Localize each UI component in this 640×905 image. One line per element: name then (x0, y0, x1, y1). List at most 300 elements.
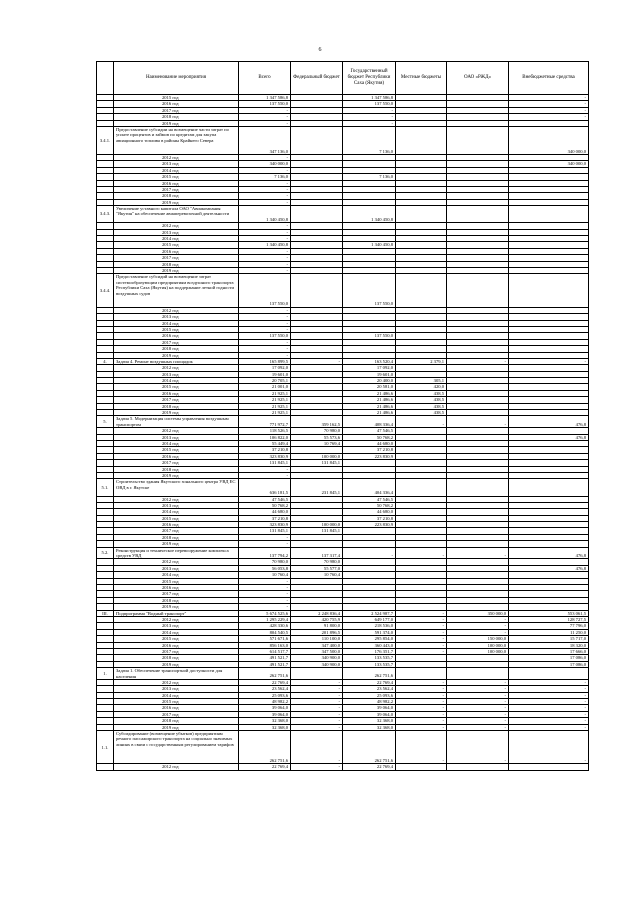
item-row-total-col: 347 136,0 (239, 127, 291, 155)
year-row-federal-col: 70 980,0 (291, 428, 343, 434)
item-row-offbudget-col: 553 061,5 (509, 611, 589, 617)
year-row-federal-col: 10 760,4 (291, 572, 343, 578)
year-row-local-col: 420,0 (396, 384, 447, 390)
year-row-total-col: 428 330,6 (239, 623, 291, 629)
item-row-local-col (396, 127, 447, 155)
year-row-total-col: 21 925,1 (239, 397, 291, 403)
item-row-offbudget-col: 340 000,0 (509, 127, 589, 155)
year-row-name-col: 2018 год (114, 598, 239, 604)
year-row-name-col: 2015 год (114, 174, 239, 180)
item-row-name-col: Строительство здания Якутского зонального центра УВД ЕС ОВД в г. Якутске (114, 479, 239, 496)
year-row-total-col: 804 540,5 (239, 630, 291, 636)
year-row-total-col: - (239, 262, 291, 268)
year-row-local-col: 438,5 (396, 397, 447, 403)
year-row-offbudget-col: 77 796,0 (509, 623, 589, 629)
year-row-rzd-col: - (447, 680, 509, 686)
year-row-name-col: 2012 год (114, 764, 239, 770)
item-row-num-col: 5.2. (97, 548, 114, 560)
year-row-rzd-col: - (447, 699, 509, 705)
year-row-total-col: 55 449,4 (239, 441, 291, 447)
year-row-republic-col: 20 400,0 (343, 378, 396, 384)
item-row-rzd-col: - (447, 416, 509, 428)
year-row-total-col: - (239, 268, 291, 274)
header-republic-col: Государственный бюджет Республики Саха (Якутия) (343, 62, 396, 95)
year-row-total-col: - (239, 108, 291, 114)
year-row-offbudget-col: - (509, 705, 589, 711)
item-row-total-col: 137 794,2 (239, 548, 291, 560)
year-row-total-col: 7 136,0 (239, 174, 291, 180)
item-row-offbudget-col (509, 479, 589, 496)
year-row-name-col: 2015 год (114, 242, 239, 248)
year-row-total-col: - (239, 604, 291, 610)
year-row-local-col: - (396, 699, 447, 705)
year-row-federal-col: 55 577,0 (291, 566, 343, 572)
year-row-total-col: 47 546,5 (239, 497, 291, 503)
year-row-name-col: 2016 год (114, 101, 239, 107)
item-row-name-col: Предоставление субсидий на возмещение затрат системообразующим предприятиям воздушного транспорта Республики Саха (Якутия) на поддержание летной годности воздушных судов (114, 274, 239, 307)
item-row-local-col: - (396, 611, 447, 617)
year-row-republic-col: 50 768,2 (343, 503, 396, 509)
item-row-total-col: 262 751,6 (239, 668, 291, 680)
year-row-rzd-col: 100 000,0 (447, 649, 509, 655)
year-row-total-col: - (239, 473, 291, 479)
year-row-total-col: 19 601,0 (239, 372, 291, 378)
year-row-local-col: - (396, 636, 447, 642)
year-row-total-col: 10 760,4 (239, 572, 291, 578)
year-row-federal-col: 100 000,0 (291, 454, 343, 460)
year-row-rzd-col: - (447, 617, 509, 623)
year-row-total-col: 22 769,4 (239, 680, 291, 686)
item-row-num-col: 4. (97, 359, 114, 365)
year-row-offbudget-col (509, 764, 589, 770)
year-row-federal-col: 347 400,0 (291, 643, 343, 649)
year-row-republic-col: 223 830,9 (343, 454, 396, 460)
year-row-local-col: - (396, 643, 447, 649)
year-row-name-col: 2016 год (114, 705, 239, 711)
year-row-local-col: 438,5 (396, 410, 447, 416)
item-row-num-col: 3.4.4. (97, 274, 114, 307)
year-row-total-col: - (239, 585, 291, 591)
year-row-total-col: 137 550,0 (239, 101, 291, 107)
item-row-offbudget-col (509, 668, 589, 680)
year-row-name-col: 2018 год (114, 114, 239, 120)
year-row-republic-col: 17 092,0 (343, 365, 396, 371)
year-row-republic-col: 20 581,0 (343, 384, 396, 390)
year-row-offbudget-col: - (509, 712, 589, 718)
year-row-offbudget-col: - (509, 108, 589, 114)
year-row-offbudget-col: - (509, 114, 589, 120)
item-row-total-col: 636 181,5 (239, 479, 291, 496)
year-row-total-col: 17 092,0 (239, 365, 291, 371)
year-row-name-col: 2018 год (114, 535, 239, 541)
program-table (96, 61, 589, 771)
year-row-rzd-col: - (447, 712, 509, 718)
year-row-total-col: - (239, 467, 291, 473)
year-row-name-col: 2017 год (114, 340, 239, 346)
item-row-republic-col: 408 336,4 (343, 416, 396, 428)
year-row-name-col: 2012 год (114, 617, 239, 623)
year-row-name-col: 2016 год (114, 643, 239, 649)
year-row-total-col: 1 347 586,8 (239, 95, 291, 101)
year-row-local-col: - (396, 712, 447, 718)
item-row-num-col: 1. (97, 668, 114, 680)
year-row-name-col: 2017 год (114, 255, 239, 261)
year-row-total-col: 131 845,1 (239, 528, 291, 534)
year-row-offbudget-col: 476,8 (509, 435, 589, 441)
item-row-federal-col (291, 127, 343, 155)
year-row-rzd-col: - (447, 686, 509, 692)
year-row-name-col: 2018 год (114, 467, 239, 473)
item-row-name-col: Субсидирование (возмещение убытков) предприятиям речного пассажирского транспорта на социально значимых линиях в связи с государственным регулированием тарифов (114, 731, 239, 764)
item-row-offbudget-col: 476,8 (509, 548, 589, 560)
year-row-total-col: - (239, 535, 291, 541)
item-row-offbudget-col: - (509, 359, 589, 365)
year-row-total-col: 1 295 229,4 (239, 617, 291, 623)
year-row-name-col: 2018 год (114, 262, 239, 268)
year-row-total-col: - (239, 591, 291, 597)
year-row-republic-col: 591 374,0 (343, 630, 396, 636)
year-row-name-col: 2017 год (114, 187, 239, 193)
page-number: 6 (318, 47, 322, 53)
year-row-republic-col: 23 562,4 (343, 686, 396, 692)
year-row-rzd-col: 100 000,0 (447, 643, 509, 649)
year-row-offbudget-col: 17 666,0 (509, 649, 589, 655)
year-row-name-col: 2019 год (114, 662, 239, 668)
year-row-federal-col: - (291, 764, 343, 770)
year-row-total-col: 491 521,7 (239, 662, 291, 668)
year-row-name-col: 2013 год (114, 566, 239, 572)
year-row-total-col: - (239, 255, 291, 261)
year-row-federal-col: - (291, 705, 343, 711)
year-row-republic-col: 48 982,2 (343, 699, 396, 705)
header-federal-col: Федеральный бюджет (291, 62, 343, 95)
year-row-total-col: - (239, 314, 291, 320)
item-row-name-col: Реконструкция и техническое перевооружение комплекса средств УВД (114, 548, 239, 560)
item-row-republic-col: 137 550,0 (343, 274, 396, 307)
year-row-total-col: 323 830,9 (239, 522, 291, 528)
year-row-name-col: 2015 год (114, 699, 239, 705)
year-row-name-col: 2013 год (114, 230, 239, 236)
year-row-republic-col: 1 340 450,8 (343, 242, 396, 248)
year-row-offbudget-col: 340 000,0 (509, 161, 589, 167)
year-row-name-col: 2013 год (114, 314, 239, 320)
year-row-name-col: 2013 год (114, 503, 239, 509)
year-row-total-col: 340 000,0 (239, 161, 291, 167)
item-row-total-col: 5 674 525,6 (239, 611, 291, 617)
year-row-local-col: - (396, 705, 447, 711)
year-row-name-col: 2012 год (114, 680, 239, 686)
year-row-total-col: - (239, 579, 291, 585)
header-num-col (97, 62, 114, 95)
item-row-offbudget-col (509, 206, 589, 223)
item-row-num-col: 3.4.1. (97, 127, 114, 155)
year-row-total-col: - (239, 598, 291, 604)
year-row-republic-col: 47 546,5 (343, 497, 396, 503)
year-row-name-col: 2015 год (114, 579, 239, 585)
year-row-total-col: - (239, 181, 291, 187)
item-row-offbudget-col: - (509, 731, 589, 764)
year-row-offbudget-col: - (509, 699, 589, 705)
year-row-name-col: 2018 год (114, 655, 239, 661)
year-row-name-col: 2019 год (114, 604, 239, 610)
year-row-local-col: - (396, 649, 447, 655)
year-row-republic-col: 360 443,0 (343, 643, 396, 649)
year-row-total-col: 44 680,0 (239, 509, 291, 515)
year-row-local-col: 438,5 (396, 404, 447, 410)
year-row-total-col: 131 845,1 (239, 460, 291, 466)
item-row-local-col: 2 379,1 (396, 359, 447, 365)
item-row-local-col: - (396, 548, 447, 560)
year-row-republic-col: 21 486,6 (343, 397, 396, 403)
item-row-num-col: 5. (97, 416, 114, 428)
year-row-total-col: 571 671,6 (239, 636, 291, 642)
item-row-offbudget-col (509, 274, 589, 307)
year-row-name-col: 2019 год (114, 725, 239, 731)
year-row-total-col: - (239, 155, 291, 161)
year-row-total-col: - (239, 236, 291, 242)
year-row-name-col: 2016 год (114, 181, 239, 187)
item-row-federal-col: - (291, 359, 343, 365)
year-row-federal-col: - (291, 686, 343, 692)
year-row-name-col: 2014 год (114, 378, 239, 384)
year-row-republic-col: 39 064,0 (343, 705, 396, 711)
year-row-offbudget-col: 15 717,0 (509, 636, 589, 642)
year-row-total-col: 22 769,4 (239, 764, 291, 770)
year-row-total-col: - (239, 340, 291, 346)
year-row-total-col: 21 925,1 (239, 404, 291, 410)
year-row-name-col: 2012 год (114, 308, 239, 314)
item-row-rzd-col: 350 000,0 (447, 611, 509, 617)
item-row-local-col: - (396, 731, 447, 764)
year-row-federal-col: 91 800,0 (291, 623, 343, 629)
item-row-num-col: 5.1. (97, 479, 114, 496)
item-row-local-col (396, 274, 447, 307)
year-row-name-col: 2017 год (114, 649, 239, 655)
year-row-republic-col: 218 536,0 (343, 623, 396, 629)
year-row-total-col: 70 980,0 (239, 559, 291, 565)
item-row-rzd-col: - (447, 731, 509, 764)
year-row-total-col: 25 093,6 (239, 693, 291, 699)
header-total-col: Всего (239, 62, 291, 95)
year-row-name-col: 2013 год (114, 623, 239, 629)
year-row-name-col: 2017 год (114, 108, 239, 114)
year-row-name-col: 2012 год (114, 428, 239, 434)
item-row-republic-col: 1 340 450,8 (343, 206, 396, 223)
year-row-total-col: 37 210,8 (239, 447, 291, 453)
item-row-total-col: 165 899,5 (239, 359, 291, 365)
year-row-local-col (396, 764, 447, 770)
year-row-total-col: - (239, 230, 291, 236)
year-row-total-col: 20 705,1 (239, 378, 291, 384)
year-row-republic-col: - (343, 108, 396, 114)
year-row-local-col: 305,1 (396, 378, 447, 384)
year-row-total-col: 21 925,1 (239, 391, 291, 397)
year-row-republic-col: 37 210,8 (343, 447, 396, 453)
year-row-name-col: 2019 год (114, 268, 239, 274)
item-row-total-col: 137 550,0 (239, 274, 291, 307)
item-row-local-col: - (396, 416, 447, 428)
item-row-republic-col: 163 520,4 (343, 359, 396, 365)
year-row-total-col: 56 053,8 (239, 566, 291, 572)
item-row-federal-col: 359 162,5 (291, 416, 343, 428)
year-row-offbudget-col: 17 086,0 (509, 662, 589, 668)
year-row-offbudget-col: 18 320,0 (509, 643, 589, 649)
year-row-name-col: 2018 год (114, 346, 239, 352)
item-row-federal-col: 2 248 836,4 (291, 611, 343, 617)
year-row-federal-col: 10 769,4 (291, 441, 343, 447)
year-row-name-col: 2019 год (114, 473, 239, 479)
year-row-local-col: - (396, 623, 447, 629)
year-row-offbudget-col: 476,8 (509, 566, 589, 572)
year-row-total-col: - (239, 541, 291, 547)
year-row-name-col: 2013 год (114, 686, 239, 692)
year-row-total-col: 37 210,8 (239, 516, 291, 522)
item-row-republic-col: 2 524 987,7 (343, 611, 396, 617)
year-row-republic-col: 1 347 586,8 (343, 95, 396, 101)
item-row-republic-col: 404 336,4 (343, 479, 396, 496)
year-row-republic-col: 44 680,0 (343, 441, 396, 447)
year-row-local-col: 438,5 (396, 391, 447, 397)
year-row-federal-col: - (291, 712, 343, 718)
item-row-rzd-col (447, 668, 509, 680)
year-row-local-col: - (396, 718, 447, 724)
year-row-rzd-col: - (447, 705, 509, 711)
item-row-rzd-col: - (447, 359, 509, 365)
year-row-total-col: 106 822,0 (239, 435, 291, 441)
item-row-republic-col: 262 751,6 (343, 731, 396, 764)
year-row-name-col: 2016 год (114, 522, 239, 528)
year-row-federal-col: 131 845,1 (291, 528, 343, 534)
year-row-name-col: 2019 год (114, 121, 239, 127)
year-row-total-col: 856 163,0 (239, 643, 291, 649)
year-row-name-col: 2018 год (114, 193, 239, 199)
year-row-republic-col: 25 093,6 (343, 693, 396, 699)
year-row-republic-col: 50 768,2 (343, 435, 396, 441)
year-row-total-col: 21 925,1 (239, 410, 291, 416)
year-row-name-col: 2014 год (114, 168, 239, 174)
year-row-offbudget-col: - (509, 101, 589, 107)
year-row-total-col: 23 562,4 (239, 686, 291, 692)
item-row-total-col: 771 972,7 (239, 416, 291, 428)
year-row-total-col: - (239, 187, 291, 193)
item-row-federal-col: 231 845,1 (291, 479, 343, 496)
year-row-name-col: 2014 год (114, 236, 239, 242)
year-row-federal-col: 110 100,0 (291, 636, 343, 642)
year-row-name-col: 2012 год (114, 155, 239, 161)
year-row-name-col: 2017 год (114, 712, 239, 718)
year-row-name-col: 2017 год (114, 528, 239, 534)
year-row-republic-col: 133 535,7 (343, 662, 396, 668)
year-row-republic-col: 22 769,4 (343, 764, 396, 770)
item-row-local-col (396, 668, 447, 680)
year-row-total-col: - (239, 114, 291, 120)
year-row-rzd-col (447, 764, 509, 770)
item-row-name-col: Задача 5. Модернизация системы управления воздушным транспортом (114, 416, 239, 428)
year-row-total-col: 614 517,7 (239, 649, 291, 655)
item-row-federal-col (291, 668, 343, 680)
item-row-federal-col: 137 317,4 (291, 548, 343, 560)
item-row-local-col (396, 206, 447, 223)
item-row-republic-col: 7 136,0 (343, 127, 396, 155)
year-row-total-col: 118 526,5 (239, 428, 291, 434)
year-row-republic-col: 133 535,7 (343, 655, 396, 661)
year-row-offbudget-col: - (509, 680, 589, 686)
year-row-name-col: 2015 год (114, 384, 239, 390)
year-row-total-col: 39 064,0 (239, 705, 291, 711)
year-row-offbudget-col: 128 727,5 (509, 617, 589, 623)
year-row-name-col: 2012 год (114, 223, 239, 229)
year-row-local-col: - (396, 630, 447, 636)
year-row-federal-col: - (291, 680, 343, 686)
year-row-total-col: 21 001,0 (239, 384, 291, 390)
header-offbudget-col: Внебюджетные средства (509, 62, 589, 95)
year-row-local-col: - (396, 617, 447, 623)
year-row-republic-col: 32 368,0 (343, 725, 396, 731)
year-row-rzd-col: - (447, 725, 509, 731)
year-row-federal-col: - (291, 718, 343, 724)
item-row-name-col: Подпрограмма "Водный транспорт" (114, 611, 239, 617)
year-row-name-col: 2019 год (114, 410, 239, 416)
year-row-rzd-col: - (447, 630, 509, 636)
year-row-total-col: - (239, 346, 291, 352)
year-row-federal-col: 70 980,0 (291, 559, 343, 565)
header-rzd-col: ОАО «РЖД» (447, 62, 509, 95)
year-row-name-col: 2019 год (114, 200, 239, 206)
year-row-total-col: - (239, 200, 291, 206)
year-row-republic-col: 32 368,0 (343, 718, 396, 724)
year-row-federal-col: 347 500,0 (291, 649, 343, 655)
year-row-rzd-col: - (447, 693, 509, 699)
year-row-name-col: 2014 год (114, 321, 239, 327)
year-row-republic-col: 22 769,4 (343, 680, 396, 686)
year-row-total-col: - (239, 121, 291, 127)
year-row-republic-col: 39 064,0 (343, 712, 396, 718)
year-row-republic-col: 176 351,7 (343, 649, 396, 655)
item-row-republic-col: - (343, 548, 396, 560)
year-row-offbudget-col: - (509, 725, 589, 731)
item-row-total-col: 262 751,6 (239, 731, 291, 764)
year-row-name-col: 2016 год (114, 454, 239, 460)
year-row-name-col: 2018 год (114, 404, 239, 410)
year-row-total-col: 137 550,0 (239, 333, 291, 339)
year-row-total-col: 32 368,0 (239, 718, 291, 724)
year-row-total-col: 1 340 450,8 (239, 242, 291, 248)
year-row-offbudget-col: - (509, 718, 589, 724)
item-row-federal-col (291, 206, 343, 223)
year-row-name-col: 2015 год (114, 636, 239, 642)
item-row-rzd-col (447, 127, 509, 155)
item-row-num-col: 1.1. (97, 731, 114, 764)
year-row-republic-col: 7 136,0 (343, 174, 396, 180)
year-row-name-col: 2015 год (114, 327, 239, 333)
year-row-republic-col: 649 177,0 (343, 617, 396, 623)
year-row-total-col: 32 368,0 (239, 725, 291, 731)
year-row-republic-col: 21 486,6 (343, 391, 396, 397)
year-row-name-col: 2019 год (114, 353, 239, 359)
year-row-total-col: - (239, 353, 291, 359)
year-row-name-col: 2014 год (114, 572, 239, 578)
year-row-rzd-col: 150 000,0 (447, 636, 509, 642)
year-row-federal-col: 201 896,5 (291, 630, 343, 636)
year-row-total-col: - (239, 223, 291, 229)
year-row-rzd-col: - (447, 623, 509, 629)
item-row-name-col: Увеличение уставного капитала ОАО "Авиакомпания "Якутия" на обеспечение авиаперевозочной деятельности (114, 206, 239, 223)
year-row-total-col: - (239, 249, 291, 255)
year-row-federal-col: - (291, 699, 343, 705)
year-row-rzd-col: - (447, 718, 509, 724)
year-row-name-col: 2015 год (114, 95, 239, 101)
year-row-republic-col: 44 680,0 (343, 509, 396, 515)
